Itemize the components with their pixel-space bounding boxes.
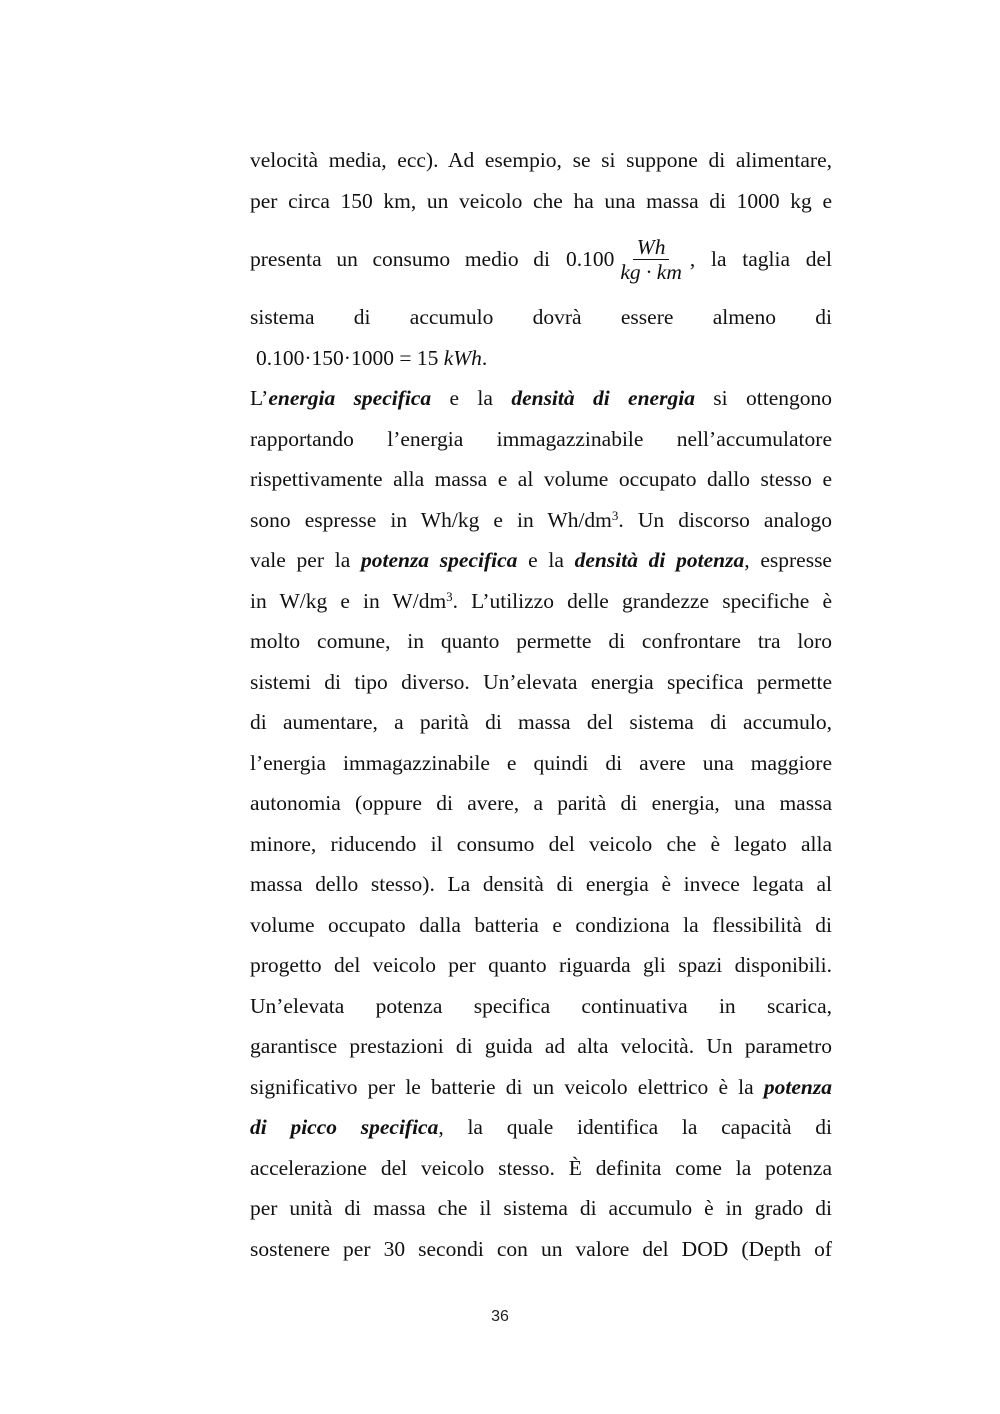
text-fragment: , la quale identifica la capacità di xyxy=(438,1115,832,1139)
formula: 0.100·150·1000 = 15 xyxy=(256,345,439,370)
text-line: autonomia (oppure di avere, a parità di energia, una massa xyxy=(250,791,832,815)
text-line: volume occupato dalla batteria e condiziona la flessibilità di xyxy=(250,912,832,937)
text-fragment: sono espresse in Wh/kg e in Wh/dm xyxy=(250,507,612,532)
text-line-prefix xyxy=(250,239,550,280)
text-line: rapportando l’energia immagazzinabile nell’accumulatore xyxy=(250,426,832,451)
text-fragment: significativo per le batterie di un veicolo elettrico è la xyxy=(250,1074,764,1099)
fraction xyxy=(616,235,686,284)
text-line: sostenere per 30 secondi con un valore del DOD (Depth of xyxy=(250,1236,832,1261)
text-line-with-fraction xyxy=(250,221,832,297)
fraction-denominator: kg · km xyxy=(620,259,682,284)
document-body xyxy=(250,140,832,1269)
text-line xyxy=(250,1107,832,1148)
text-fragment: . L’utilizzo delle grandezze specifiche è xyxy=(452,588,833,613)
superscript: 3 xyxy=(446,588,453,604)
formula-unit: kWh xyxy=(443,345,482,370)
text-line: massa dello stesso). La densità di energia è invece legata al xyxy=(250,872,832,896)
superscript: 3 xyxy=(611,507,619,523)
text-line: sistema di accumulo dovrà essere almeno di xyxy=(250,305,832,329)
text-line: rispettivamente alla massa e al volume occupato dallo stesso e xyxy=(250,467,832,491)
text-line: garantisce prestazioni di guida ad alta velocità. Un parametro xyxy=(250,1034,832,1058)
text-line xyxy=(250,378,832,419)
text-line: Un’elevata potenza specifica continuativa in scarica, xyxy=(250,993,832,1018)
text-fragment: vale per la xyxy=(250,548,361,572)
bold-italic-term: densità di energia xyxy=(511,386,695,410)
text-line xyxy=(250,1067,832,1108)
bold-italic-term: potenza xyxy=(763,1074,832,1099)
formula-coefficient: 0.100 xyxy=(566,246,615,271)
formula-line xyxy=(250,338,832,379)
text-line: velocità media, ecc). Ad esempio, se si suppone di alimentare, xyxy=(250,148,832,172)
text-fragment: e la xyxy=(431,386,512,410)
bold-italic-term: densità di potenza xyxy=(574,548,745,572)
fraction-numerator: Wh xyxy=(633,235,670,260)
text-line: per circa 150 km, un veicolo che ha una massa di 1000 kg e xyxy=(250,188,832,213)
text-fragment: , espresse xyxy=(744,548,832,572)
bold-italic-term: di picco specifica xyxy=(250,1115,439,1139)
text-line: l’energia immagazzinabile e quindi di avere una maggiore xyxy=(250,750,832,775)
text-line xyxy=(250,581,832,622)
text-line: per unità di massa che il sistema di accumulo è in grado di xyxy=(250,1196,832,1220)
text-fragment: , la taglia del xyxy=(689,246,832,271)
text-line xyxy=(250,540,832,581)
text-line: minore, riducendo il consumo del veicolo che è legato alla xyxy=(250,831,832,856)
text-line: accelerazione del veicolo stesso. È definita come la potenza xyxy=(250,1155,832,1180)
bold-italic-term: potenza specifica xyxy=(360,548,518,572)
text-line: progetto del veicolo per quanto riguarda gli spazi disponibili. xyxy=(250,953,832,977)
text-line xyxy=(250,500,832,541)
page-number: 36 xyxy=(491,1308,509,1325)
text-fragment: . xyxy=(481,345,488,370)
text-fragment: in W/kg e in W/dm xyxy=(250,588,447,613)
text-line: di aumentare, a parità di massa del sistema di accumulo, xyxy=(250,710,832,734)
text-fragment: L’ xyxy=(250,386,269,410)
text-line: molto comune, in quanto permette di confrontare tra loro xyxy=(250,629,832,653)
text-fragment: presenta un consumo medio di xyxy=(250,246,550,271)
text-line: sistemi di tipo diverso. Un’elevata energia specifica permette xyxy=(250,669,832,694)
text-fragment: e la xyxy=(517,548,575,572)
text-fragment: si ottengono xyxy=(694,386,832,410)
bold-italic-term: energia specifica xyxy=(268,386,432,410)
text-fragment: . Un discorso analogo xyxy=(618,507,832,532)
